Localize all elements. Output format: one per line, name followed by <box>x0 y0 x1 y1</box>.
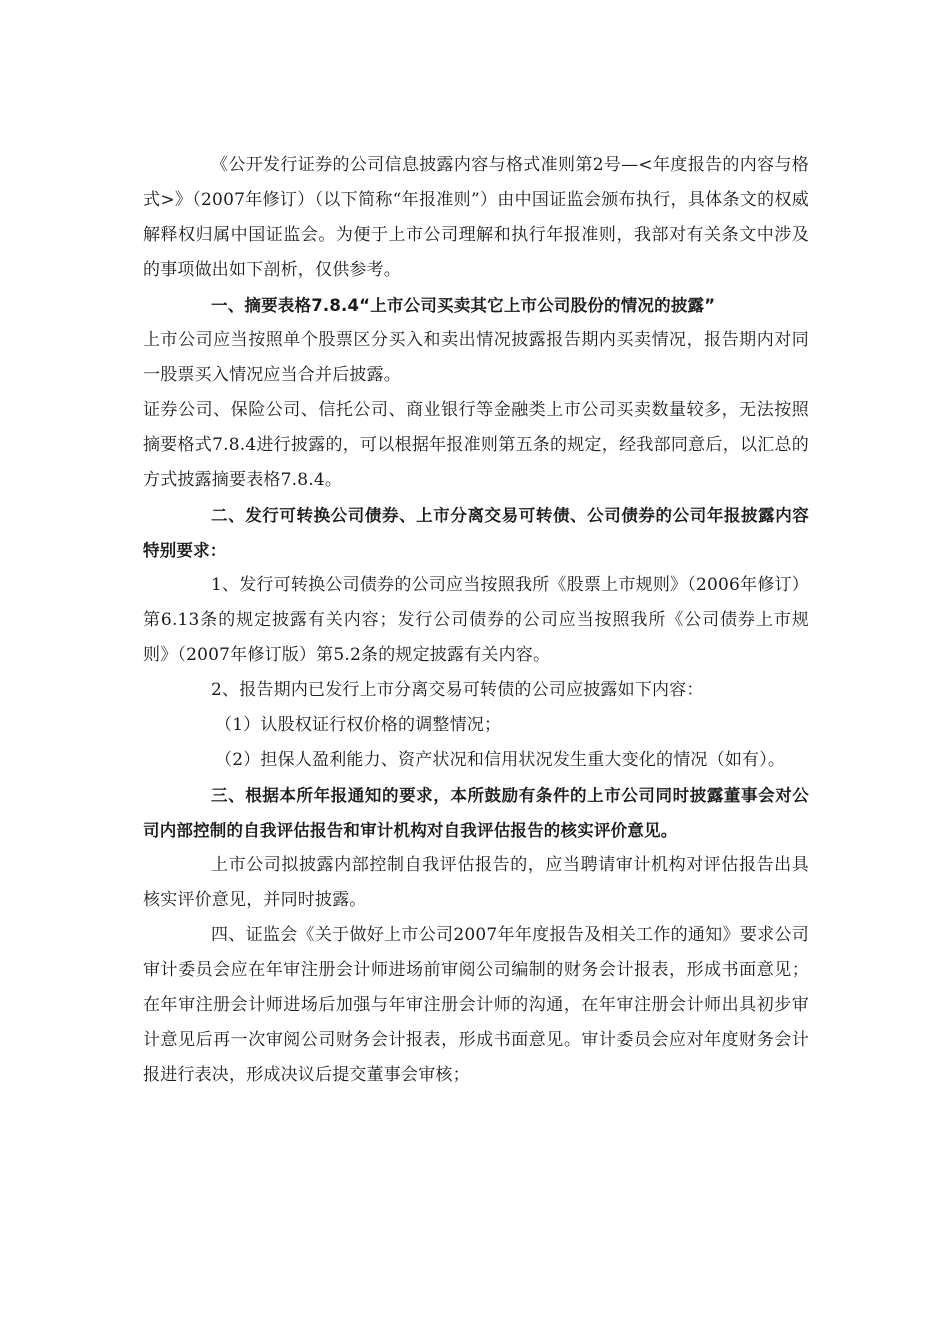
section-1-paragraph-2: 证券公司、保险公司、信托公司、商业银行等金融类上市公司买卖数量较多，无法按照摘要格式7.8.4进行披露的，可以根据年报准则第五条的规定，经我部同意后，以汇总的方式披露摘要表格7.8.4。 <box>143 400 809 490</box>
section-heading-3: 三、根据本所年报通知的要求，本所鼓励有条件的上市公司同时披露董事会对公司内部控制的自我评估报告和审计机构对自我评估报告的核实评价意见。 <box>143 786 809 840</box>
section-2-subitem-2: （2）担保人盈利能力、资产状况和信用状况发生重大变化的情况（如有）。 <box>215 750 786 770</box>
section-2-item-2: 2、报告期内已发行上市分离交易可转债的公司应披露如下内容： <box>211 680 704 700</box>
section-heading-1: 一、摘要表格7.8.4“上市公司买卖其它上市公司股份的情况的披露” <box>211 296 716 315</box>
section-4-paragraph: 四、证监会《关于做好上市公司2007年年度报告及相关工作的通知》要求公司审计委员会应在年审注册会计师进场前审阅公司编制的财务会计报表，形成书面意见；在年审注册会计师进场后加强与年审注册会计师的沟通，在年审注册会计师出具初步审计意见后再一次审阅公司财务会计报表，形成书面意见。审计委员会应对年度财务会计报进行表决，形成决议后提交董事会审核； <box>143 925 809 1085</box>
section-heading-2: 二、发行可转换公司债券、上市分离交易可转债、公司债券的公司年报披露内容特别要求： <box>143 506 809 560</box>
section-3-paragraph: 上市公司拟披露内部控制自我评估报告的，应当聘请审计机构对评估报告出具核实评价意见，并同时披露。 <box>143 855 809 910</box>
document-page <box>143 148 809 1093</box>
section-2-subitem-1: （1）认股权证行权价格的调整情况； <box>215 715 502 735</box>
section-1-paragraph-1: 上市公司应当按照单个股票区分买入和卖出情况披露报告期内买卖情况，报告期内对同一股票买入情况应当合并后披露。 <box>143 330 809 385</box>
intro-paragraph: 《公开发行证券的公司信息披露内容与格式准则第2号—<年度报告的内容与格式>》（2007年修订）（以下简称“年报准则”）由中国证监会颁布执行，具体条文的权威解释权归属中国证监会。为便于上市公司理解和执行年报准则，我部对有关条文中涉及的事项做出如下剖析，仅供参考。 <box>143 155 809 280</box>
section-2-item-1: 1、发行可转换公司债券的公司应当按照我所《股票上市规则》（2006年修订）第6.13条的规定披露有关内容；发行公司债券的公司应当按照我所《公司债券上市规则》（2007年修订版）第5.2条的规定披露有关内容。 <box>143 575 809 665</box>
